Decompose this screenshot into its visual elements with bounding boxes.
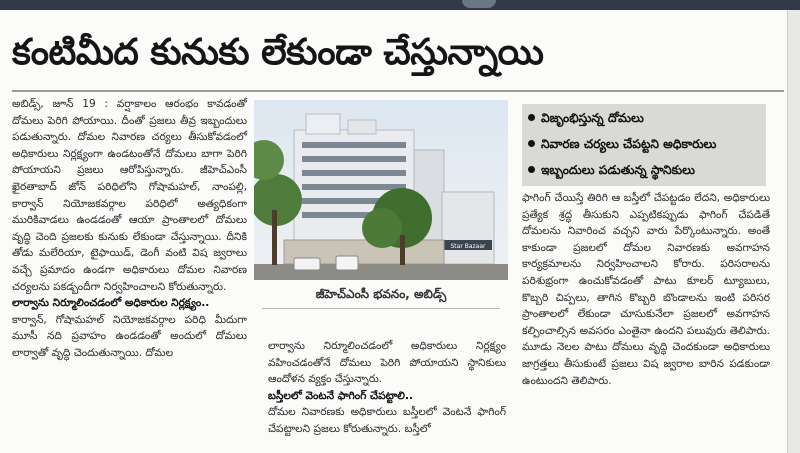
headline-rule bbox=[12, 90, 784, 92]
paragraph: అబిడ్స్, జూన్ 19 : వర్షాకాలం ఆరంభం కావడంతో దోమలు పెరిగి పోయాయి. దీంతో ప్రజలు తీవ్ర ఇబ్బందులు పడుతున్నారు. దోమల నివారణ చర్యలు తీసుకోవడంలో అధికారులు నిర్లక్ష్యంగా ఉండటంతోనే దోమలు బాగా పెరిగి పోయాయని ప్రజలు ఆరోపిస్తున్నారు. జీహెచ్ఎంసీ ఖైరతాబాద్ జోన్ పరిధిలోని గోషామహల్, నాంపల్లి, కార్వాన్ నియోజకవర్గాల పరిధిలో అత్యధికంగా మురికివాడలు ఉండడంతో ఆయా ప్రాంతాలలో దోమలు వృద్ధి చెంది ప్రజలకు కునుకు లేకుండా చేస్తున్నాయి. దీనికి తోడు మలేరియా, టైఫాయిడ్, డెంగీ వంటి విష జ్వరాలు వచ్చే ప్రమాదం ఉండగా అధికారులు దోమల నివారణ చర్యలను పకడ్బందీగా నిర్వహించాలని కోరుతున్నారు. bbox=[12, 98, 247, 293]
article-column-2 bbox=[268, 338, 506, 438]
top-bar bbox=[0, 0, 800, 10]
caption-rule bbox=[262, 308, 500, 309]
subheading: లార్వాను నిర్మూలించడంలో అధికారుల నిర్లక్ష్యం.. bbox=[12, 297, 210, 310]
paragraph: దోమల నివారణకు అధికారులు బస్తీలలో వెంటనే ఫాగింగ్ చేపట్టాలని ప్రజలు కోరుతున్నారు. బస్తీలో bbox=[268, 406, 506, 435]
highlight-text: ఇబ్బందులు పడుతున్న స్థానికులు bbox=[541, 163, 696, 177]
highlight-text: విజృంభిస్తున్న దోమలు bbox=[541, 111, 644, 125]
top-bar-tab bbox=[462, 0, 496, 8]
highlight-item bbox=[528, 133, 716, 155]
paragraph: ఫాగింగ్ చేయిస్తే తిరిగి ఆ బస్తీలో చేపట్టడం లేదని, అధికారులు ప్రత్యేక శ్రద్ధ తీసుకుని ఎప్పటికప్పుడు ఫాగింగ్ చేపడితే దోమలను నివారించ వచ్చని వారు పేర్కొంటున్నారు. అంతే కాకుండా ప్రజలలో దోమల నివారణకు అవగాహన కార్యక్రమాలను నిర్వహించాలని కోరారు. పరిసరాలను పరిశుభ్రంగా ఉంచుకోవడంతో పాటు కూలర్ ట్యూబులు, కొబ్బరి చిప్పలు, తాగిన కొబ్బరి బొండాలను ఇంటి పరిసర ప్రాంతాలలో లేకుండా చూసుకునేలా ప్రజలలో అవగాహన కల్పించాల్సిన అవసరం ఎంతైనా ఉందని పలువురు తెలిపారు. మూడు నెలల పాటు దోమలు వృద్ధి చెందకుండా అధికారులు జాగ్రత్తలు తీసుకుంటే ప్రజలు విష జ్వరాల బారిన పడకుండా ఉంటుందని తెలిపారు. bbox=[522, 192, 770, 387]
photo-caption: జీహెచ్‌ఎంసీ భవనం, అబిడ్స్ bbox=[315, 287, 447, 301]
paragraph: కార్వాన్, గోషామహల్ నియోజకవర్గాల పరిధి మీదుగా మూసీ నది ప్రవాహం ఉండడంతో అందులో దోమలు లార్వాతో వృద్ధి చెందుతున్నాయి. దోమల bbox=[12, 313, 247, 359]
ghmc-building-image bbox=[254, 100, 508, 280]
building-photo bbox=[254, 100, 508, 280]
adjacent-page-edge bbox=[787, 10, 800, 453]
highlight-item bbox=[528, 159, 695, 181]
bullet-icon bbox=[528, 166, 535, 173]
bullet-icon bbox=[528, 114, 535, 121]
headline: కంటిమీద కునుకు లేకుండా చేస్తున్నాయి bbox=[12, 32, 544, 73]
bullet-icon bbox=[528, 140, 535, 147]
subheading: బస్తీలలో వెంటనే ఫాగింగ్ చేపట్టాలి.. bbox=[268, 389, 413, 402]
article-column-1 bbox=[12, 96, 247, 362]
highlights-box bbox=[522, 104, 766, 186]
store-sign: Star Bazaar bbox=[450, 243, 486, 250]
paragraph: లార్వాను నిర్మూలించడంలో అధికారులు నిర్లక్ష్యం వహించడంతోనే దోమలు పెరిగి పోయాయని స్థానికులు ఆందోళన వ్యక్తం చేస్తున్నారు. bbox=[268, 340, 506, 386]
article-column-3 bbox=[522, 190, 770, 389]
highlight-item bbox=[528, 107, 644, 129]
highlight-text: నివారణ చర్యలు చేపట్టని అధికారులు bbox=[541, 137, 717, 151]
